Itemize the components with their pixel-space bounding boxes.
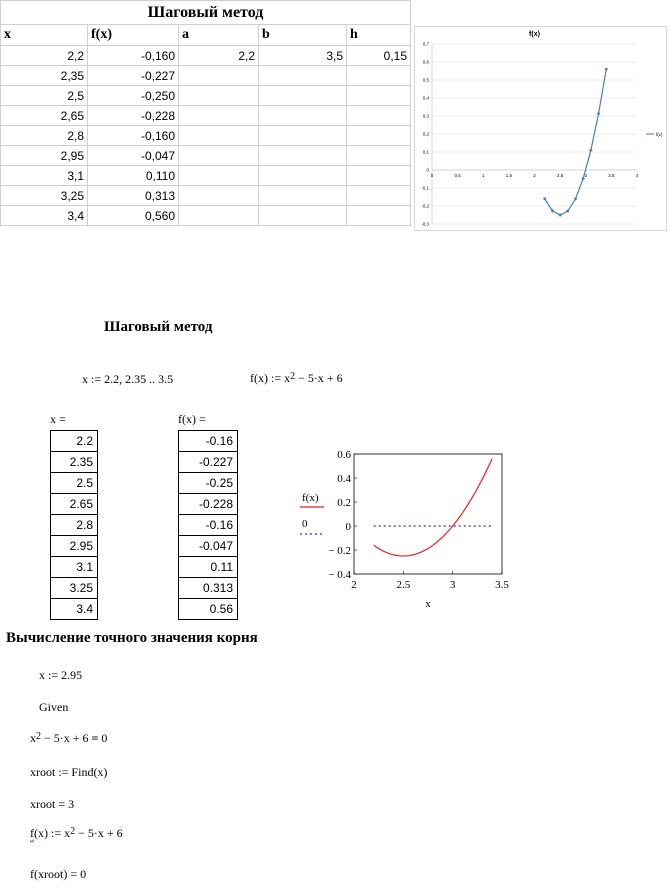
- vector-row: [179, 494, 238, 515]
- cell-x[interactable]: 2,65: [1, 106, 88, 126]
- cell-x[interactable]: 2,95: [1, 146, 88, 166]
- header-a[interactable]: a: [179, 25, 259, 46]
- x-value: 2.35: [51, 452, 98, 473]
- table-row: [1, 206, 411, 226]
- vector-row: [179, 599, 238, 620]
- function-redefinition[interactable]: [30, 826, 123, 841]
- cell-fx[interactable]: -0,047: [88, 146, 179, 166]
- chart-border: [415, 27, 667, 231]
- x-value: 2.65: [51, 494, 98, 515]
- exponent: 2: [70, 826, 76, 837]
- x-axis-label: x: [425, 598, 431, 610]
- func-lhs: f(x) := x: [250, 371, 291, 385]
- vector-row: [179, 557, 238, 578]
- function-definition[interactable]: [250, 371, 343, 386]
- cell-fx[interactable]: -0,160: [88, 126, 179, 146]
- cell-h[interactable]: [347, 166, 411, 186]
- equation[interactable]: [30, 731, 107, 746]
- cell-h[interactable]: [347, 106, 411, 126]
- y-tick-label: 0,4: [422, 95, 429, 101]
- header-b[interactable]: b: [259, 25, 347, 46]
- header-fx[interactable]: f(x): [88, 25, 179, 46]
- cell-b[interactable]: [259, 66, 347, 86]
- cell-fx[interactable]: -0,227: [88, 66, 179, 86]
- vector-row: [51, 599, 98, 620]
- x-tick-label: 0: [430, 173, 434, 178]
- y-tick-label: 0,6: [422, 59, 429, 65]
- cell-b[interactable]: [259, 206, 347, 226]
- x-tick-label: 4: [635, 173, 639, 178]
- eq-rhs: − 5·x + 6: [41, 731, 92, 745]
- func-name: f: [30, 826, 34, 840]
- y-tick-label: 0.2: [337, 497, 351, 509]
- x-values-table[interactable]: [50, 430, 98, 620]
- vector-row: [51, 515, 98, 536]
- cell-a[interactable]: [179, 106, 259, 126]
- legend-label: f(x): [656, 132, 663, 137]
- cell-fx[interactable]: -0,250: [88, 86, 179, 106]
- mathcad-title: Шаговый метод: [104, 319, 213, 335]
- xroot-result[interactable]: xroot = 3: [30, 797, 75, 811]
- x-value: 2.95: [51, 536, 98, 557]
- cell-x[interactable]: 3,4: [1, 206, 88, 226]
- vector-row: [179, 578, 238, 599]
- eq-zero: 0: [98, 731, 108, 745]
- table-row: [1, 166, 411, 186]
- exponent: 2: [290, 371, 296, 382]
- cell-x[interactable]: 2,5: [1, 86, 88, 106]
- legend-label-fx: f(x): [302, 492, 319, 504]
- cell-a[interactable]: [179, 166, 259, 186]
- x-tick-label: 1: [481, 173, 485, 178]
- vector-row: [51, 557, 98, 578]
- mathcad-chart[interactable]: [296, 447, 518, 617]
- y-tick-label: 0,3: [422, 113, 429, 119]
- header-h[interactable]: h: [347, 25, 411, 46]
- cell-b[interactable]: [259, 146, 347, 166]
- cell-b[interactable]: [259, 166, 347, 186]
- header-x[interactable]: x: [1, 25, 88, 46]
- x-value: 2.2: [51, 431, 98, 452]
- y-tick-label: − 0.4: [328, 569, 351, 581]
- chart-title: f(x): [529, 31, 540, 38]
- cell-x[interactable]: 3,1: [1, 166, 88, 186]
- x-tick-label: 1,5: [505, 173, 513, 178]
- cell-h[interactable]: 0,15: [347, 46, 411, 66]
- fx-value: -0.047: [179, 536, 238, 557]
- cell-a[interactable]: [179, 146, 259, 166]
- y-tick-label: 0: [345, 521, 351, 533]
- func-rhs: − 5·x + 6: [295, 371, 343, 385]
- y-tick-label: 0.4: [337, 473, 351, 485]
- x-tick-label: 2: [351, 579, 357, 591]
- table-row: [1, 46, 411, 66]
- cell-h[interactable]: [347, 206, 411, 226]
- cell-h[interactable]: [347, 146, 411, 166]
- vector-row: [51, 452, 98, 473]
- y-tick-label: 0,2: [422, 131, 429, 137]
- y-tick-label: -0,3: [421, 221, 429, 227]
- table-row: [1, 86, 411, 106]
- table-row: [1, 186, 411, 206]
- spreadsheet: [0, 0, 411, 226]
- x-value: 3.1: [51, 557, 98, 578]
- cell-fx[interactable]: 0,313: [88, 186, 179, 206]
- vector-row: [179, 452, 238, 473]
- fx-values-table[interactable]: [178, 430, 238, 620]
- vector-row: [51, 536, 98, 557]
- eq-x: x: [30, 731, 36, 745]
- table-row: [1, 66, 411, 86]
- fx-value: -0.227: [179, 452, 238, 473]
- vector-row: [51, 494, 98, 515]
- x-tick-label: 3,5: [608, 173, 615, 178]
- cell-a[interactable]: [179, 206, 259, 226]
- vector-row: [179, 536, 238, 557]
- cell-fx[interactable]: 0,560: [88, 206, 179, 226]
- cell-x[interactable]: 2,8: [1, 126, 88, 146]
- x-tick-label: 3: [584, 173, 588, 178]
- plot-frame: [354, 454, 502, 574]
- given-keyword[interactable]: Given: [39, 700, 69, 714]
- excel-chart[interactable]: [414, 26, 667, 231]
- cell-h[interactable]: [347, 66, 411, 86]
- bold-equals: =: [91, 731, 99, 745]
- initial-guess[interactable]: x := 2.95: [39, 668, 83, 682]
- cell-h[interactable]: [347, 86, 411, 106]
- cell-fx[interactable]: 0,110: [88, 166, 179, 186]
- cell-a[interactable]: [179, 66, 259, 86]
- cell-b[interactable]: 3,5: [259, 46, 347, 66]
- cell-h[interactable]: [347, 186, 411, 206]
- x-tick-label: 3: [449, 579, 456, 591]
- fx-value: 0.11: [179, 557, 238, 578]
- cell-x[interactable]: 3,25: [1, 186, 88, 206]
- vector-row: [51, 578, 98, 599]
- vector-row: [51, 431, 98, 452]
- cell-b[interactable]: [259, 186, 347, 206]
- func-args: (x) := x: [34, 826, 71, 840]
- y-tick-label: -0,2: [421, 203, 429, 209]
- cell-b[interactable]: [259, 86, 347, 106]
- table-row: [1, 146, 411, 166]
- fx-value: -0.228: [179, 494, 238, 515]
- vector-row: [179, 515, 238, 536]
- range-definition[interactable]: x := 2.2, 2.35 .. 3.5: [82, 372, 174, 386]
- sheet-title[interactable]: Шаговый метод: [1, 1, 411, 25]
- y-tick-label: − 0.2: [328, 545, 351, 557]
- fx-value: -0.16: [179, 431, 238, 452]
- x-tick-label: 0,5: [454, 173, 461, 178]
- exponent: 2: [36, 731, 41, 742]
- func-rhs: − 5·x + 6: [75, 826, 123, 840]
- x-value: 3.25: [51, 578, 98, 599]
- x-eval-label: x =: [50, 412, 66, 426]
- check-result[interactable]: f(xroot) = 0: [30, 867, 87, 881]
- cell-a[interactable]: [179, 86, 259, 106]
- find-expression[interactable]: xroot := Find(x): [30, 765, 108, 779]
- x-tick-label: 2: [533, 173, 536, 178]
- table-row: [1, 126, 411, 146]
- cell-b[interactable]: [259, 106, 347, 126]
- y-tick-label: 0: [426, 167, 429, 173]
- cell-x[interactable]: 2,35: [1, 66, 88, 86]
- cell-a[interactable]: 2,2: [179, 46, 259, 66]
- cell-h[interactable]: [347, 126, 411, 146]
- fx-value: 0.56: [179, 599, 238, 620]
- fx-value: 0.313: [179, 578, 238, 599]
- x-tick-label: 3.5: [495, 579, 509, 591]
- y-tick-label: 0,7: [422, 41, 429, 47]
- cell-fx[interactable]: -0,160: [88, 46, 179, 66]
- y-tick-label: 0.6: [337, 449, 351, 461]
- x-value: 3.4: [51, 599, 98, 620]
- legend-label-zero: 0: [302, 518, 308, 530]
- cell-b[interactable]: [259, 126, 347, 146]
- fx-eval-label: f(x) =: [178, 412, 206, 426]
- y-tick-label: 0,5: [422, 77, 429, 83]
- y-tick-label: -0,1: [421, 185, 429, 191]
- vector-row: [179, 431, 238, 452]
- vector-row: [51, 473, 98, 494]
- vector-row: [179, 473, 238, 494]
- cell-x[interactable]: 2,2: [1, 46, 88, 66]
- table-row: [1, 106, 411, 126]
- fx-value: -0.16: [179, 515, 238, 536]
- y-tick-label: 0,1: [422, 149, 429, 155]
- x-value: 2.8: [51, 515, 98, 536]
- x-tick-label: 2,5: [556, 173, 564, 178]
- x-tick-label: 2.5: [396, 579, 411, 591]
- cell-a[interactable]: [179, 186, 259, 206]
- cell-a[interactable]: [179, 126, 259, 146]
- x-value: 2.5: [51, 473, 98, 494]
- fx-value: -0.25: [179, 473, 238, 494]
- section-title-root: Вычисление точного значения корня: [6, 630, 258, 646]
- cell-fx[interactable]: -0,228: [88, 106, 179, 126]
